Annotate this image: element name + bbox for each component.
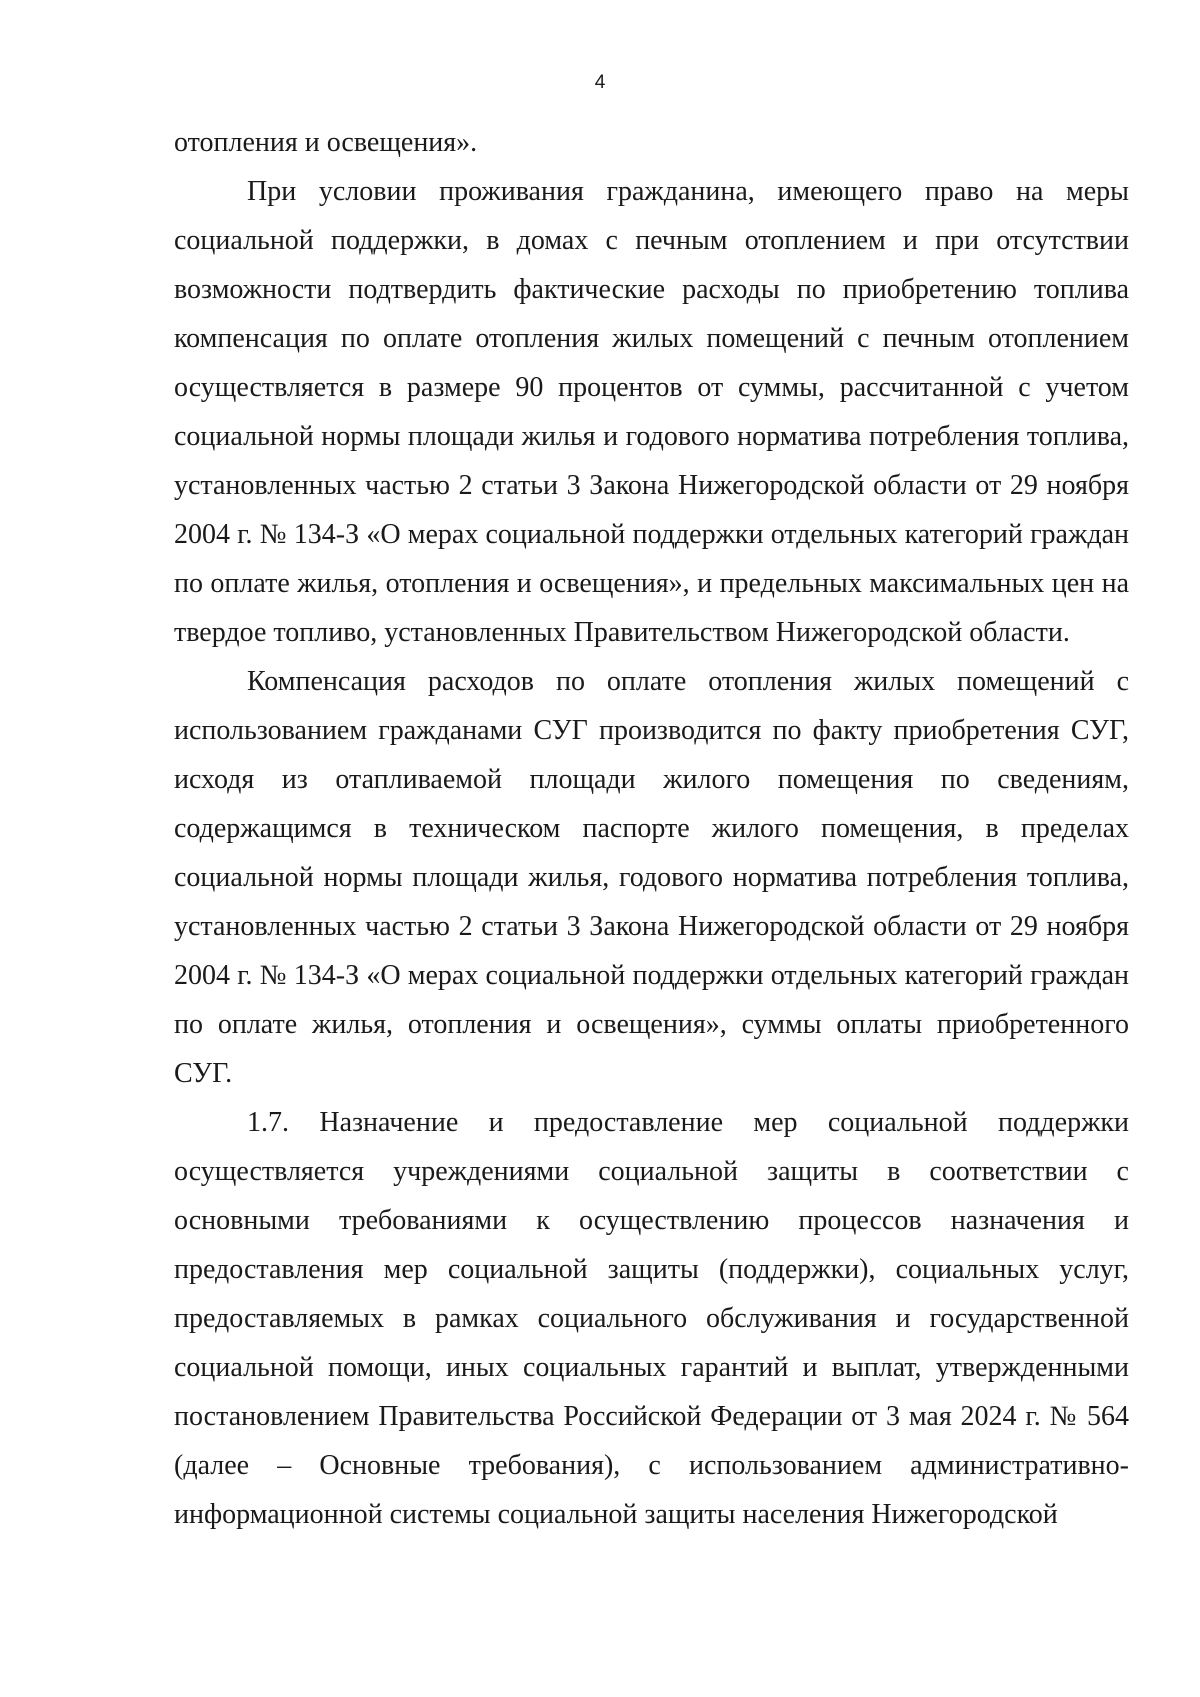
paragraph-continuation: отопления и освещения». bbox=[174, 127, 478, 158]
paragraph-1-7: 1.7. Назначение и предоставление мер социальной поддержки осуществляется учреждениями социальной защиты в соответствии с основными требованиями к осуществлению процессов назначения и предоставления мер социальной защиты (поддержки), социальных услуг, предоставляемых в рамках социального обслуживания и государственной социальной помощи, иных социальных гарантий и выплат, утвержденными постановлением Правительства Российской Федерации от 3 мая 2024 г. № 564 (далее – Основные требования), с использованием административно-информационной системы социальной защиты населения Нижегородской bbox=[174, 1107, 1129, 1530]
paragraph-lpg-compensation: Компенсация расходов по оплате отопления жилых помещений с использованием гражданами СУГ производится по факту приобретения СУГ, исходя из отапливаемой площади жилого помещения по сведениям, содержащимся в техническом паспорте жилого помещения, в пределах социальной нормы площади жилья, годового норматива потребления топлива, установленных частью 2 статьи 3 Закона Нижегородской области от 29 ноября 2004 г. № 134-З «О мерах социальной поддержки отдельных категорий граждан по оплате жилья, отопления и освещения», суммы оплаты приобретенного СУГ. bbox=[174, 666, 1129, 1089]
document-body bbox=[174, 118, 1129, 1539]
paragraph-stove-heating: При условии проживания гражданина, имеющего право на меры социальной поддержки, в домах с печным отоплением и при отсутствии возможности подтвердить фактические расходы по приобретению топлива компенсация по оплате отопления жилых помещений с печным отоплением осуществляется в размере 90 процентов от суммы, рассчитанной с учетом социальной нормы площади жилья и годового норматива потребления топлива, установленных частью 2 статьи 3 Закона Нижегородской области от 29 ноября 2004 г. № 134-З «О мерах социальной поддержки отдельных категорий граждан по оплате жилья, отопления и освещения», и предельных максимальных цен на твердое топливо, установленных Правительством Нижегородской области. bbox=[174, 176, 1129, 648]
page-number: 4 bbox=[594, 72, 606, 93]
